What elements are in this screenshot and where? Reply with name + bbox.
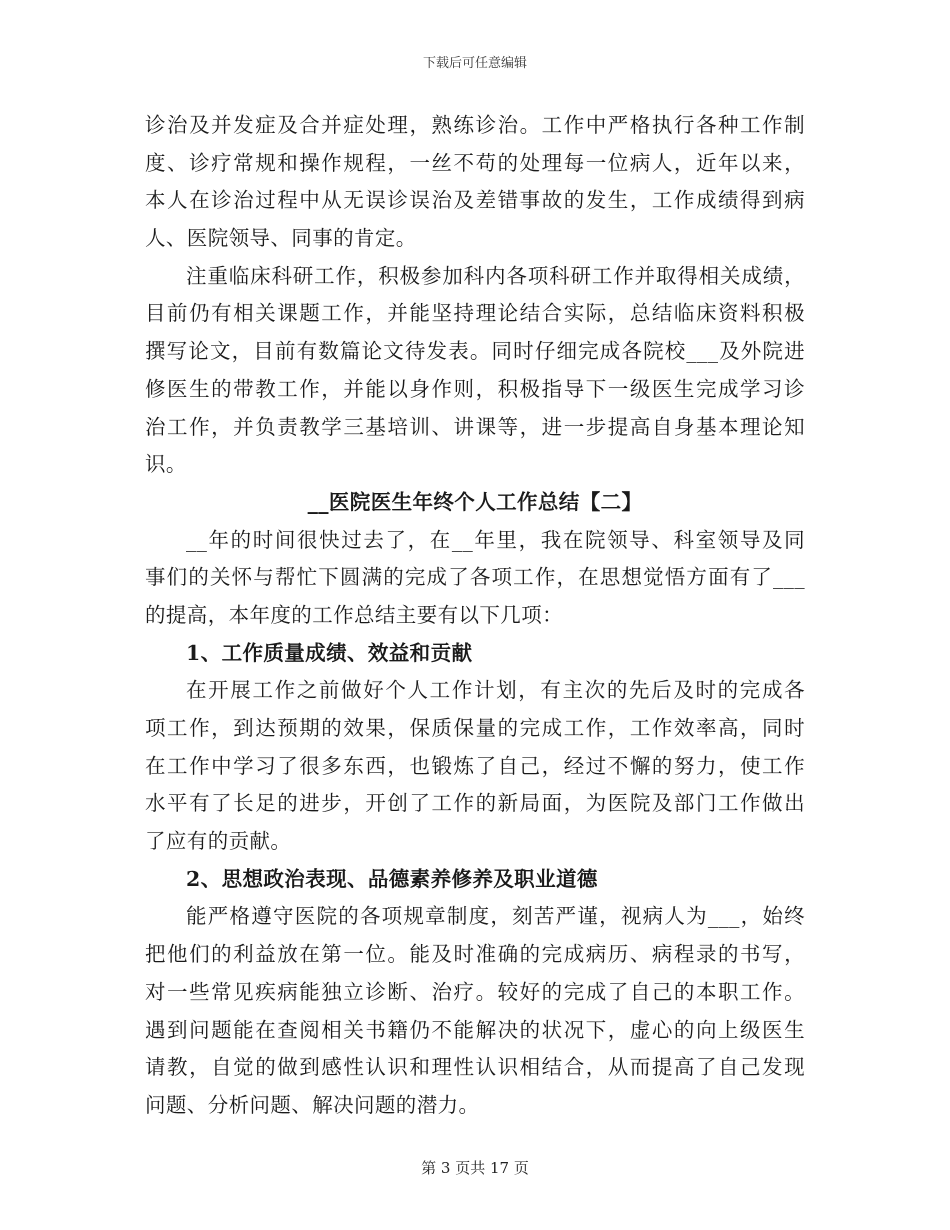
subsection-heading: 1、工作质量成绩、效益和贡献	[186, 640, 473, 665]
subsection-heading: 2、思想政治表现、品德素养修养及职业道德	[186, 866, 598, 891]
page-number-footer: 第 3 页共 17 页	[421, 1159, 529, 1177]
paragraph-line: 事们的关怀与帮忙下圆满的完成了各项工作，在思想觉悟方面有了___	[145, 565, 805, 590]
paragraph-line: 在开展工作之前做好个人工作计划，有主次的先后及时的完成各	[186, 678, 805, 703]
page-header-note: 下载后可任意编辑	[422, 56, 527, 71]
paragraph-line: 把他们的利益放在第一位。能及时准确的完成病历、病程录的书写，	[145, 942, 805, 967]
paragraph-line: 请教，自觉的做到感性认识和理性认识相结合，从而提高了自己发现	[145, 1055, 805, 1080]
paragraph-line: 目前仍有相关课题工作，并能坚持理论结合实际，总结临床资料积极	[145, 301, 805, 326]
section-heading: __医院医生年终个人工作总结【二】	[307, 489, 643, 514]
document-body	[145, 107, 805, 1125]
paragraph-line: 人、医院领导、同事的肯定。	[145, 226, 417, 251]
paragraph-line: __年的时间很快过去了，在__年里，我在院领导、科室领导及同	[186, 527, 805, 552]
paragraph-line: 度、诊疗常规和操作规程，一丝不苟的处理每一位病人，近年以来，	[145, 150, 805, 175]
paragraph-line: 的提高，本年度的工作总结主要有以下几项：	[145, 602, 563, 627]
paragraph-line: 水平有了长足的进步，开创了工作的新局面，为医院及部门工作做出	[145, 791, 805, 816]
paragraph-line: 对一些常见疾病能独立诊断、治疗。较好的完成了自己的本职工作。	[145, 979, 805, 1004]
paragraph-line: 了应有的贡献。	[145, 829, 292, 854]
paragraph-line: 问题、分析问题、解决问题的潜力。	[145, 1092, 480, 1117]
paragraph-line: 能严格遵守医院的各项规章制度，刻苦严谨，视病人为___，始终	[186, 904, 805, 929]
paragraph-line: 撰写论文，目前有数篇论文待发表。同时仔细完成各院校___及外院进	[145, 339, 805, 364]
paragraph-line: 在工作中学习了很多东西，也锻炼了自己，经过不懈的努力，使工作	[145, 753, 805, 778]
paragraph-line: 修医生的带教工作，并能以身作则，积极指导下一级医生完成学习诊	[145, 376, 805, 401]
paragraph-line: 本人在诊治过程中从无误诊误治及差错事故的发生，工作成绩得到病	[145, 188, 805, 213]
paragraph-line: 识。	[145, 452, 187, 477]
paragraph-line: 注重临床科研工作，积极参加科内各项科研工作并取得相关成绩，	[186, 263, 805, 288]
paragraph-line: 诊治及并发症及合并症处理，熟练诊治。工作中严格执行各种工作制	[145, 113, 805, 137]
paragraph-line: 治工作，并负责教学三基培训、讲课等，进一步提高自身基本理论知	[145, 414, 805, 439]
paragraph-line: 遇到问题能在查阅相关书籍仍不能解决的状况下，虚心的向上级医生	[145, 1017, 805, 1042]
paragraph-line: 项工作，到达预期的效果，保质保量的完成工作，工作效率高，同时	[145, 716, 805, 740]
